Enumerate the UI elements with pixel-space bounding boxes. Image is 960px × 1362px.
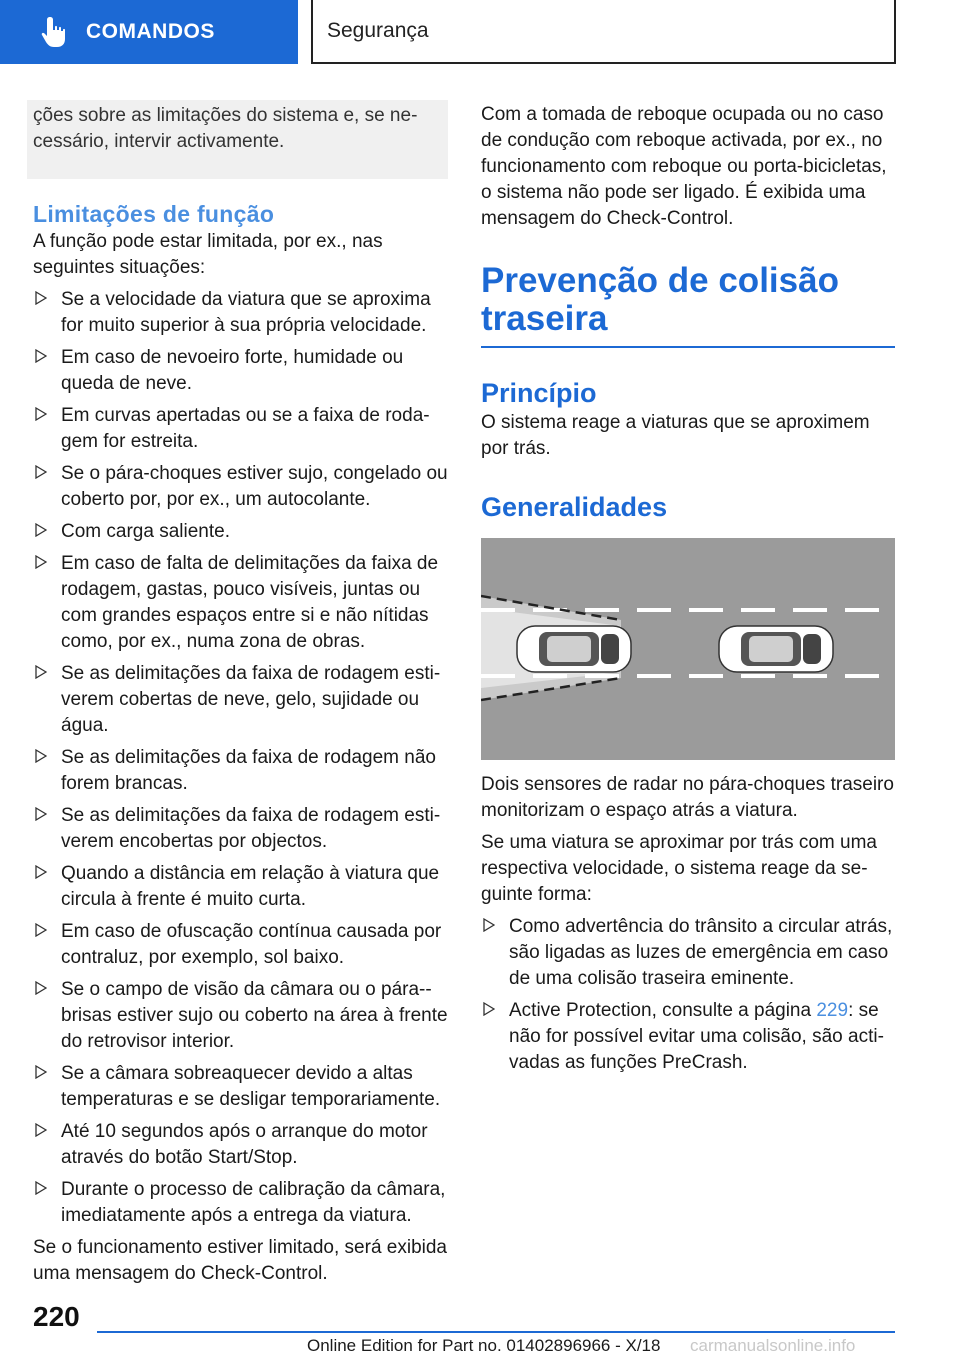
section-title: Prevenção de colisão traseira: [481, 261, 839, 338]
limitations-heading: Limitações de função: [33, 201, 275, 227]
list-item: Active Protection, consulte a página 229: se não for possível evitar uma colisão, são activadas as funções PreCrash.: [481, 998, 895, 1076]
limitations-list: [33, 287, 448, 1229]
reaction-intro: Se uma viatura se aproximar por trás com uma respectiva velocidade, o sistema reage da seguinte forma:: [481, 832, 877, 905]
page-link-229[interactable]: 229: [816, 1000, 849, 1021]
triangle-bullet-icon: [35, 865, 47, 879]
list-item: Em caso de ofuscação contínua causada por contraluz, por exemplo, sol baixo.: [33, 919, 448, 971]
triangle-bullet-icon: [35, 807, 47, 821]
list-item: Em curvas apertadas ou se a faixa de rodagem for estreita.: [33, 403, 448, 455]
list-item: Se a câmara sobreaquecer devido a altas temperaturas e se desligar temporariamente.: [33, 1061, 448, 1113]
radar-sensors-text: Dois sensores de radar no pára-choques traseiro monitorizam o espaço atrás a viatura.: [481, 774, 894, 821]
triangle-bullet-icon: [35, 665, 47, 679]
triangle-bullet-icon: [35, 923, 47, 937]
hand-pointer-icon: [40, 15, 70, 49]
trailer-note: Com a tomada de reboque ocupada ou no caso de condução com reboque activada, por ex., no funcionamento com reboque ou porta-bicicletas, o sistema não pode ser ligado. É exibida uma mensagem do Check-Control.: [481, 104, 887, 229]
page-header: [0, 0, 960, 66]
triangle-bullet-icon: [35, 555, 47, 569]
list-item: Em caso de falta de delimitações da faixa de rodagem, gastas, pouco visíveis, juntas ou com grandes espaços entre si e não nítidas como, por ex., numa zona de obras.: [33, 551, 448, 655]
list-item: Como advertência do trânsito a circular atrás, são ligadas as luzes de emergência em caso de uma colisão traseira eminente.: [481, 914, 895, 992]
front-car: [719, 626, 833, 672]
triangle-bullet-icon: [35, 349, 47, 363]
shaded-note: [27, 100, 448, 179]
list-item: Se o campo de visão da câmara ou o pára-brisas estiver sujo ou coberto na área à frente do retrovisor interior.: [33, 977, 448, 1055]
list-item: Até 10 segundos após o arranque do motor através do botão Start/Stop.: [33, 1119, 448, 1171]
page-number: 220: [33, 1301, 80, 1332]
triangle-bullet-icon: [35, 1065, 47, 1079]
edition-text: Online Edition for Part no. 01402896966 - X/18: [307, 1336, 661, 1355]
list-item: Se as delimitações da faixa de rodagem estiverem cobertas de neve, gelo, sujidade ou água.: [33, 661, 448, 739]
list-item: Se a velocidade da viatura que se aproxima for muito superior à sua própria velocidade.: [33, 287, 448, 339]
triangle-bullet-icon: [35, 407, 47, 421]
rear-radar-diagram: [481, 538, 895, 760]
list-item: Se as delimitações da faixa de rodagem não forem brancas.: [33, 745, 448, 797]
tab-commands[interactable]: [0, 0, 298, 64]
list-item: Se o pára-choques estiver sujo, congelado ou coberto por, por ex., um autocolante.: [33, 461, 448, 513]
right-column: [481, 102, 895, 1082]
section-divider: [481, 346, 895, 348]
principle-text: O sistema reage a viaturas que se aproximem por trás.: [481, 412, 870, 459]
triangle-bullet-icon: [483, 1002, 495, 1016]
tab-section[interactable]: [311, 0, 896, 64]
tab-commands-label: COMANDOS: [86, 20, 215, 43]
rear-collision-illustration: [481, 538, 895, 760]
general-heading: Generalidades: [481, 492, 668, 522]
list-item: Se as delimitações da faixa de rodagem estiverem encobertas por objectos.: [33, 803, 448, 855]
footer-divider: [97, 1331, 895, 1333]
triangle-bullet-icon: [483, 918, 495, 932]
triangle-bullet-icon: [35, 523, 47, 537]
limitations-closing: Se o funcionamento estiver limitado, será exibida uma mensagem do Check-Control.: [33, 1237, 448, 1284]
principle-heading: Princípio: [481, 378, 597, 408]
watermark: carmanualsonline.info: [690, 1336, 856, 1355]
triangle-bullet-icon: [35, 1181, 47, 1195]
triangle-bullet-icon: [35, 981, 47, 995]
triangle-bullet-icon: [35, 465, 47, 479]
shaded-note-text: ções sobre as limitações do sistema e, se necessário, intervir activamente.: [33, 105, 418, 152]
triangle-bullet-icon: [35, 1123, 47, 1137]
left-column: [33, 100, 448, 1287]
triangle-bullet-icon: [35, 749, 47, 763]
triangle-bullet-icon: [35, 291, 47, 305]
list-item: Com carga saliente.: [33, 519, 448, 545]
limitations-intro: A função pode estar limitada, por ex., nas seguintes situações:: [33, 231, 383, 278]
list-item: Em caso de nevoeiro forte, humidade ou queda de neve.: [33, 345, 448, 397]
list-item: Quando a distância em relação à viatura que circula à frente é muito curta.: [33, 861, 448, 913]
reaction-list: [481, 914, 895, 1076]
rear-car: [517, 626, 631, 672]
tab-section-label: Segurança: [327, 19, 429, 42]
list-item: Durante o processo de calibração da câmara, imediatamente após a entrega da viatura.: [33, 1177, 448, 1229]
